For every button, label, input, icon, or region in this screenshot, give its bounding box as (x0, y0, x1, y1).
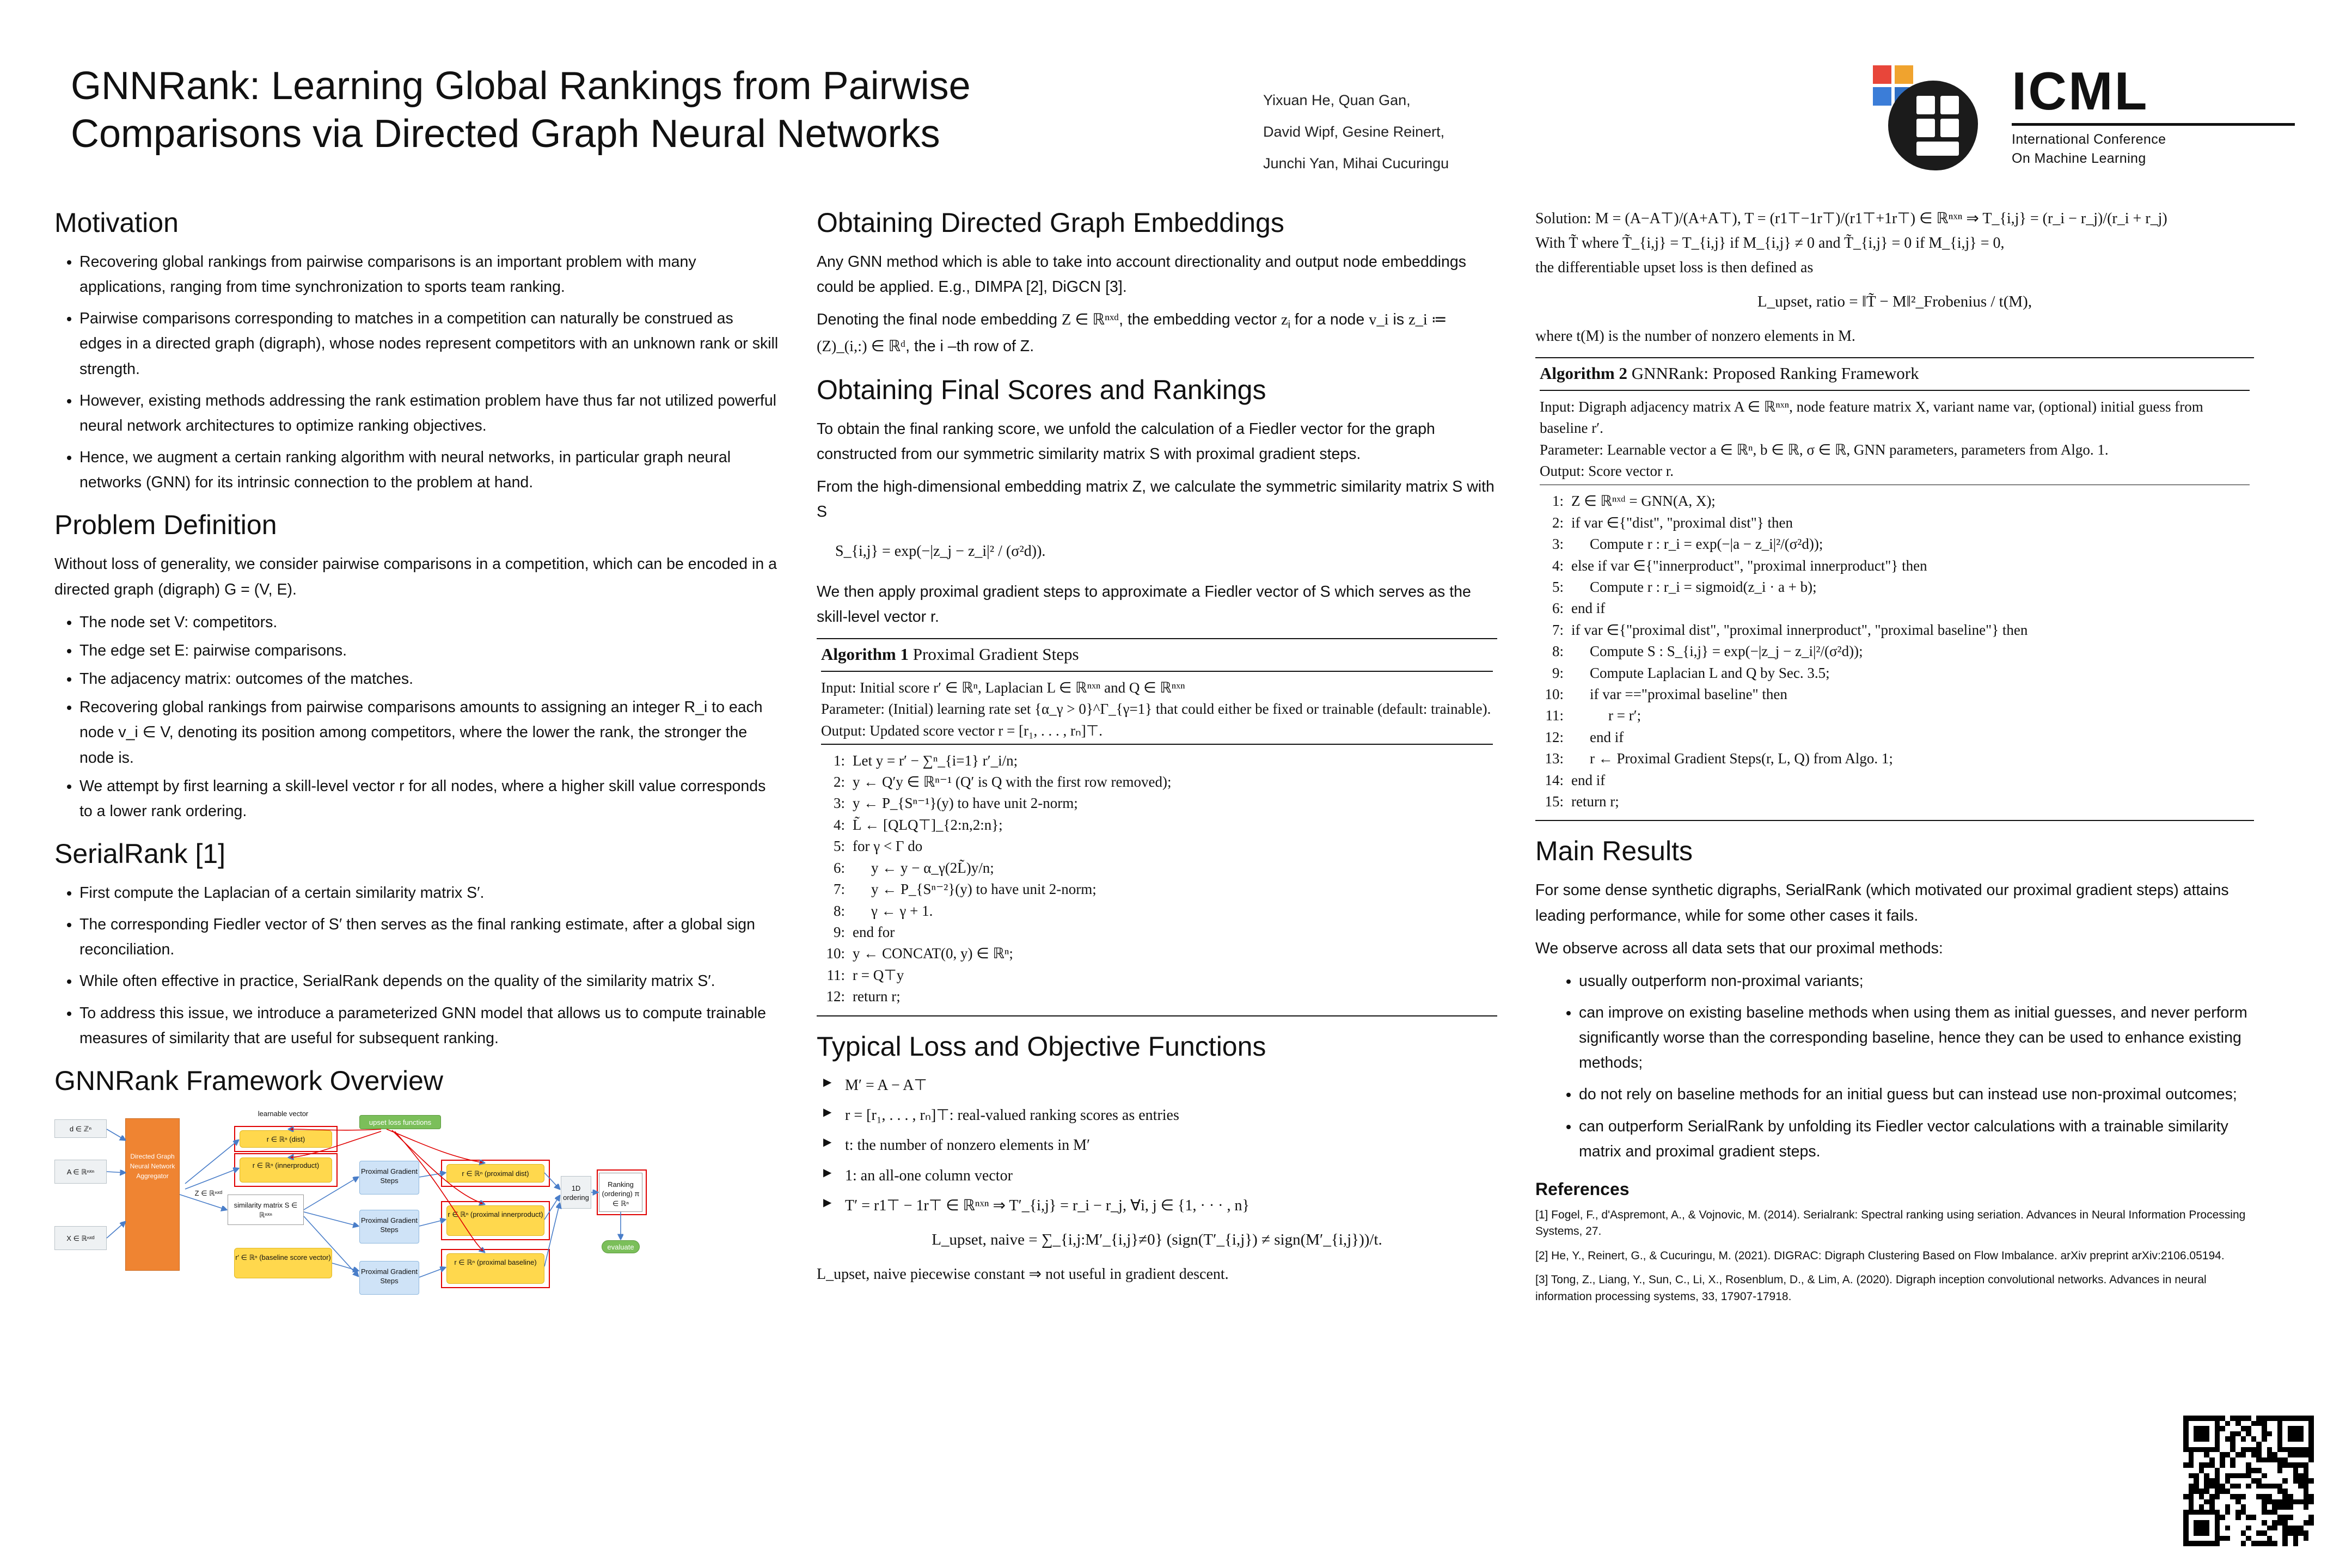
list-item: ▶ t: the number of nonzero elements in M′ (823, 1133, 1497, 1157)
algorithm-2-box (1535, 357, 2254, 821)
figure-proximal-steps-2: Proximal Gradient Steps (359, 1210, 419, 1244)
embeddings-p2-c: for a node (1290, 311, 1369, 329)
list-item: • First compute the Laplacian of a certain similarity matrix S′. (79, 880, 779, 905)
figure-r-proximal-baseline: r ∈ ℝⁿ (proximal baseline) (446, 1253, 544, 1284)
embeddings-p2-math3: v_i (1369, 311, 1389, 329)
section-heading-embeddings: Obtaining Directed Graph Embeddings (817, 207, 1284, 238)
list-item: • The corresponding Fiedler vector of S′ then serves as the final ranking estimate, after a global sign reconciliation. (79, 912, 779, 962)
algorithm-2-step (1540, 641, 2250, 662)
section-heading-problem-definition: Problem Definition (54, 510, 277, 541)
results-paragraph-2: We observe across all data sets that our proximal methods: (1535, 939, 1943, 957)
step-number: 11: (826, 966, 845, 983)
list-item: ▶ 1: an all-one column vector (823, 1163, 1497, 1188)
column-left (54, 207, 779, 1342)
algorithm-2-number: Algorithm 2 (1540, 364, 1628, 383)
solution-line-3: the differentiable upset loss is then defined as (1535, 259, 1814, 276)
algorithm-2-step (1540, 705, 2250, 726)
section-heading-final-scores: Obtaining Final Scores and Rankings (817, 374, 1266, 405)
step-text: r ← Proximal Gradient Steps(r, L, Q) from Algo. 1; (1590, 750, 1893, 767)
list-item: • While often effective in practice, SerialRank depends on the quality of the similarity matrix S′. (79, 969, 779, 994)
algorithm-1-divider-2 (821, 744, 1493, 745)
icml-logo-text (2012, 61, 2306, 168)
step-text: end if (1590, 728, 1624, 745)
algorithm-2-name: GNNRank: Proposed Ranking Framework (1631, 364, 1919, 383)
algorithm-2-divider (1540, 390, 2250, 391)
algorithm-1-step (821, 814, 1493, 836)
loss-note: L_upset, naive piecewise constant ⇒ not useful in gradient descent. (817, 1265, 1229, 1283)
step-text: y ← y − α_γ(2L̃)y/n; (871, 859, 994, 876)
list-item: • We attempt by first learning a skill-level vector r for all nodes, where a higher skill value corresponds to a lower rank ordering. (79, 774, 779, 824)
figure-proximal-steps-3: Proximal Gradient Steps (359, 1261, 419, 1295)
figure-baseline-score-vector: r′ ∈ ℝⁿ (baseline score vector) (234, 1248, 332, 1278)
step-number: 1: (1552, 493, 1564, 510)
algorithm-2-step (1540, 512, 2250, 534)
author-list (1263, 84, 1644, 179)
step-text: r = Q⊤y (853, 966, 904, 983)
step-number: 14: (1545, 771, 1564, 788)
algorithm-2-parameter: Parameter: Learnable vector a ∈ ℝⁿ, b ∈ ℝ, σ ∈ ℝ, GNN parameters, parameters from Algo. 1. (1540, 441, 2109, 458)
step-number: 4: (1552, 557, 1564, 574)
list-item: • The edge set E: pairwise comparisons. (79, 638, 779, 663)
embeddings-paragraph-2: Denoting the final node embedding Z ∈ ℝⁿˣᵈ, the embedding vector $z_i$ for a node v_i is z_i ≔ (Z)_(i,:) ∈ ℝᵈ, the i –th row of Z. (817, 311, 1447, 356)
algorithm-1-title (821, 645, 1493, 669)
embeddings-p2-e: , the i –th row of Z. (905, 338, 1034, 356)
step-text: if var ∈{"dist", "proximal dist"} then (1571, 514, 1793, 531)
algorithm-2-step (1540, 555, 2250, 577)
step-number: 11: (1545, 707, 1564, 724)
algorithm-1-name: Proximal Gradient Steps (912, 645, 1079, 664)
algorithm-1-parameter: Parameter: (Initial) learning rate set {α_γ > 0}^Γ_{γ=1} that could either be fixed or trainable (default: trainable). (821, 701, 1491, 718)
step-text: Let y = r′ − ∑ⁿ_{i=1} r′_i/n; (853, 752, 1018, 769)
solution-line-4: where t(M) is the number of nonzero elements in M. (1535, 327, 1855, 345)
step-number: 13: (1545, 750, 1564, 767)
icml-subtitle-1: International Conference (2012, 132, 2166, 147)
figure-connectors (54, 1107, 779, 1342)
step-text: y ← Q′y ∈ ℝⁿ⁻¹ (Q′ is Q with the first row removed); (853, 774, 1172, 791)
step-number: 10: (826, 945, 845, 962)
algorithm-2-step (1540, 577, 2250, 598)
algorithm-2-step (1540, 663, 2250, 684)
step-text: return r; (1571, 793, 1619, 810)
final-scores-p2-text: From the high-dimensional embedding matrix Z, we calculate the symmetric similarity matrix S with S (817, 477, 1494, 520)
algorithm-1-step (821, 943, 1493, 964)
icml-logo (1873, 60, 2308, 174)
list-item: • can outperform SerialRank by unfolding its Fiedler vector calculations with a trainable similarity matrix and proximal gradient steps. (1579, 1114, 2254, 1164)
final-scores-paragraph-1: To obtain the final ranking score, we unfold the calculation of a Fiedler vector for the graph constructed from our symmetric similarity matrix S with proximal gradient steps. (817, 420, 1435, 463)
step-text: y ← P_{Sⁿ⁻¹}(y) to have unit 2-norm; (853, 795, 1078, 812)
author-line-2: David Wipf, Gesine Reinert, (1263, 124, 1445, 140)
figure-learnable-vector-label: learnable vector (258, 1109, 309, 1118)
list-item: • Recovering global rankings from pairwise comparisons is an important problem with many applications, ranging from time synchronization to sports team ranking. (79, 249, 779, 299)
embeddings-p2-a: Denoting the final node embedding (817, 311, 1062, 329)
section-heading-serialrank: SerialRank [1] (54, 838, 226, 869)
figure-input-x: X ∈ ℝⁿˣᵈ (54, 1226, 107, 1250)
reference-item: [2] He, Y., Reinert, G., & Cucuringu, M. (2021). DIGRAC: Digraph Clustering Based on Flow Imbalance. arXiv preprint arXiv:2106.05194. (1535, 1249, 2225, 1262)
step-text: Z ∈ ℝⁿˣᵈ = GNN(A, X); (1571, 493, 1716, 510)
step-text: return r; (853, 988, 901, 1005)
final-scores-similarity-formula: S_{i,j} = exp(−|z_j − z_i|² / (σ²d)). (835, 543, 1046, 560)
step-text: else if var ∈{"innerproduct", "proximal innerproduct"} then (1571, 557, 1927, 574)
embeddings-p2-d: is (1388, 311, 1409, 329)
algorithm-1-step (821, 879, 1493, 900)
step-number: 9: (833, 923, 845, 940)
algorithm-2-step (1540, 620, 2250, 641)
solution-line-2: With T̃ where T̃_{i,j} = T_{i,j} if M_{i,j} ≠ 0 and T̃_{i,j} = 0 if M_{i,j} = 0, (1535, 234, 2005, 252)
section-heading-loss: Typical Loss and Objective Functions (817, 1031, 1266, 1062)
column-right (1535, 207, 2254, 1342)
icml-name: ICML (2012, 61, 2149, 121)
algorithm-1-step (821, 793, 1493, 814)
step-text: L̃ ← [QLQ⊤]_{2:n,2:n}; (853, 816, 1003, 833)
step-text: γ ← γ + 1. (871, 902, 933, 919)
figure-upset-loss: upset loss functions (359, 1115, 441, 1129)
final-scores-paragraph-3: We then apply proximal gradient steps to approximate a Fiedler vector of S which serves as the skill-level vector r. (817, 583, 1471, 626)
algorithm-1-step (821, 857, 1493, 879)
serialrank-bullets (54, 880, 779, 1051)
list-item: • Pairwise comparisons corresponding to matches in a competition can naturally be construed as edges in a directed graph (digraph), whose nodes represent competitors with an unknown rank or skill strength. (79, 306, 779, 381)
page-title: GNNRank: Learning Global Rankings from Pairwise Comparisons via Directed Graph Neural Networks (71, 64, 971, 156)
algorithm-1-divider (821, 671, 1493, 672)
poster-header (38, 33, 2314, 196)
step-text: if var =="proximal baseline" then (1590, 685, 1787, 702)
step-number: 8: (1552, 643, 1564, 660)
step-number: 12: (1545, 728, 1564, 745)
step-number: 9: (1552, 664, 1564, 681)
figure-r-innerproduct: r ∈ ℝⁿ (innerproduct) (240, 1157, 332, 1183)
framework-diagram (54, 1107, 779, 1342)
step-number: 3: (833, 795, 845, 812)
step-text: end if (1571, 771, 1606, 788)
reference-item: [1] Fogel, F., d'Aspremont, A., & Vojnovic, M. (2014). Serialrank: Spectral ranking using seriation. Advances in Neural Information Processing Systems, 27. (1535, 1208, 2246, 1238)
results-paragraph-1: For some dense synthetic digraphs, SerialRank (which motivated our proximal gradient steps) attains leading performance, while for some other cases it fails. (1535, 881, 2229, 924)
qr-code[interactable] (2183, 1416, 2314, 1546)
figure-ranking-output: Ranking (ordering) π ∈ ℝⁿ (599, 1173, 642, 1212)
figure-proximal-steps-1: Proximal Gradient Steps (359, 1161, 419, 1195)
step-text: for γ < Γ do (853, 838, 923, 855)
algorithm-1-step (821, 965, 1493, 986)
references-heading: References (1535, 1179, 1630, 1199)
step-number: 6: (833, 859, 845, 876)
step-text: end if (1571, 600, 1606, 617)
algorithm-1-step (821, 836, 1493, 857)
step-number: 7: (833, 881, 845, 898)
figure-input-a: A ∈ ℝⁿˣⁿ (54, 1160, 107, 1184)
poster-columns (38, 207, 2314, 1342)
step-text: Compute r : r_i = exp(−|a − z_i|²/(σ²d)); (1590, 536, 1823, 553)
icml-blob-icon (1888, 81, 1978, 170)
algorithm-2-input: Input: Digraph adjacency matrix A ∈ ℝⁿˣⁿ, node feature matrix X, variant name var, (optional) initial guess from baseline r′. (1540, 399, 2203, 437)
algorithm-1-step (821, 922, 1493, 943)
embeddings-p2-math2: z (1281, 311, 1288, 329)
author-line-3: Junchi Yan, Mihai Cucuringu (1263, 155, 1449, 172)
section-heading-framework: GNNRank Framework Overview (54, 1065, 444, 1096)
figure-r-dist: r ∈ ℝⁿ (dist) (240, 1130, 332, 1148)
step-text: Compute Laplacian L and Q by Sec. 3.5; (1590, 664, 1830, 681)
icml-logo-mark (1873, 65, 1998, 169)
step-text: Compute r : r_i = sigmoid(z_i · a + b); (1590, 578, 1817, 595)
list-item: • usually outperform non-proximal variants; (1579, 969, 2254, 994)
results-bullets (1535, 969, 2254, 1164)
algorithm-1-input: Input: Initial score r′ ∈ ℝⁿ, Laplacian L ∈ ℝⁿˣⁿ and Q ∈ ℝⁿˣⁿ (821, 679, 1185, 696)
list-item: • do not rely on baseline methods for an initial guess but can instead use non-proximal outcomes; (1579, 1082, 2254, 1107)
step-text: y ← P_{Sⁿ⁻²}(y) to have unit 2-norm; (871, 881, 1097, 898)
step-number: 5: (833, 838, 845, 855)
solution-line-1: Solution: M = (A−A⊤)/(A+A⊤), T = (r1⊤−1r⊤)/(r1⊤+1r⊤) ∈ ℝⁿˣⁿ ⇒ T_{i,j} = (r_i − r_j)/(r_i + r_j) (1535, 210, 2167, 227)
list-item: • To address this issue, we introduce a parameterized GNN model that allows us to compute trainable measures of similarity that are useful for subsequent ranking. (79, 1001, 779, 1051)
icml-subtitle-2: On Machine Learning (2012, 151, 2146, 166)
step-number: 4: (833, 816, 845, 833)
final-scores-paragraph-2 (817, 474, 1497, 524)
embeddings-p2-b: , the embedding vector (1119, 311, 1282, 329)
figure-input-d: d ∈ ℤⁿ (54, 1119, 107, 1138)
step-number: 3: (1552, 536, 1564, 553)
problem-intro: Without loss of generality, we consider pairwise comparisons in a competition, which can be encoded in a directed graph (digraph) G = (V, E). (54, 555, 777, 598)
step-text: y ← CONCAT(0, y) ∈ ℝⁿ; (853, 945, 1013, 962)
step-number: 6: (1552, 600, 1564, 617)
figure-evaluate: evaluate (602, 1240, 640, 1253)
list-item: ▶ M′ = A − A⊤ (823, 1073, 1497, 1098)
algorithm-2-step (1540, 491, 2250, 512)
qr-code-grid (2183, 1416, 2314, 1546)
list-item: • The node set V: competitors. (79, 610, 779, 635)
loss-formula: L_upset, naive = ∑_{i,j:M′_{i,j}≠0} (sign(T′_{i,j}) ≠ sign(M′_{i,j}))/t. (932, 1231, 1382, 1249)
step-number: 2: (1552, 514, 1564, 531)
algorithm-2-step (1540, 791, 2250, 812)
step-number: 1: (833, 752, 845, 769)
algorithm-1-box (817, 638, 1497, 1016)
step-number: 12: (826, 988, 845, 1005)
algorithm-1-output: Output: Updated score vector r = [r₁, . . . , rₙ]⊤. (821, 722, 1103, 739)
author-line-1: Yixuan He, Quan Gan, (1263, 92, 1411, 108)
motivation-bullets (54, 249, 779, 495)
algorithm-1-step (821, 901, 1493, 922)
algorithm-2-step (1540, 684, 2250, 705)
step-number: 15: (1545, 793, 1564, 810)
algorithm-2-step (1540, 770, 2250, 791)
list-item: • However, existing methods addressing the rank estimation problem have thus far not utilized powerful neural network architectures to optimize ranking objectives. (79, 388, 779, 438)
reference-item: [3] Tong, Z., Liang, Y., Sun, C., Li, X., Rosenblum, D., & Lim, A. (2020). Digraph inception convolutional networks. Advances in neural information processing systems, 33, 17907-17918. (1535, 1273, 2207, 1303)
section-heading-motivation: Motivation (54, 207, 179, 238)
algorithm-2-step (1540, 598, 2250, 619)
step-number: 7: (1552, 621, 1564, 638)
figure-1d-ordering: 1D ordering (561, 1176, 591, 1209)
figure-r-proximal-dist: r ∈ ℝⁿ (proximal dist) (446, 1164, 544, 1183)
embeddings-paragraph-1: Any GNN method which is able to take into account directionality and output node embeddings could be applied. E.g., DIMPA [2], DiGCN [3]. (817, 253, 1466, 296)
figure-embedding-z: Z ∈ ℝⁿˣᵈ (194, 1189, 223, 1197)
upset-loss-formula: L_upset, ratio = ‖T̃ − M‖²_Frobenius / t(M), (1757, 293, 2032, 311)
list-item: • Hence, we augment a certain ranking algorithm with neural networks, in particular graph neural networks (GNN) for its intrinsic connection to the problem at hand. (79, 445, 779, 495)
problem-bullets (54, 610, 779, 824)
algorithm-2-step (1540, 727, 2250, 748)
algorithm-2-step (1540, 748, 2250, 769)
algorithm-1-step (821, 750, 1493, 771)
step-number: 2: (833, 774, 845, 791)
embeddings-p2-math4: z_i ≔ (Z)_(i,:) ∈ ℝᵈ (817, 311, 1447, 356)
algorithm-2-step (1540, 534, 2250, 555)
section-heading-main-results: Main Results (1535, 836, 1693, 867)
algorithm-2-output: Output: Score vector r. (1540, 463, 1674, 480)
figure-r-proximal-innerproduct: r ∈ ℝⁿ (proximal innerproduct) (446, 1205, 544, 1236)
step-number: 8: (833, 902, 845, 919)
step-text: if var ∈{"proximal dist", "proximal innerproduct", "proximal baseline"} then (1571, 621, 2028, 638)
loss-definitions (817, 1073, 1497, 1218)
step-text: r = r′; (1608, 707, 1641, 724)
embeddings-p2-math1: Z ∈ ℝⁿˣᵈ (1062, 311, 1119, 329)
list-item: • can improve on existing baseline methods when using them as initial guesses, and never perform significantly worse than the corresponding baseline, hence they can be used to enhance existing methods; (1579, 1000, 2254, 1075)
step-text: end for (853, 923, 895, 940)
algorithm-1-number: Algorithm 1 (821, 645, 909, 664)
column-middle (817, 207, 1497, 1342)
algorithm-2-title (1540, 364, 2250, 388)
step-number: 10: (1545, 685, 1564, 702)
algorithm-2-divider-2 (1540, 485, 2250, 486)
figure-gnn-aggregator: Directed Graph Neural Network Aggregator (125, 1118, 180, 1271)
list-item: ▶ T′ = r1⊤ − 1r⊤ ∈ ℝⁿˣⁿ ⇒ T′_{i,j} = r_i − r_j, ∀i, j ∈ {1, · · · , n} (823, 1193, 1497, 1218)
step-number: 5: (1552, 578, 1564, 595)
icml-divider (2012, 123, 2295, 126)
step-text: Compute S : S_{i,j} = exp(−|z_j − z_i|²/(σ²d)); (1590, 643, 1863, 660)
list-item: • The adjacency matrix: outcomes of the matches. (79, 666, 779, 691)
algorithm-1-step (821, 771, 1493, 793)
figure-similarity-matrix: similarity matrix S ∈ ℝⁿˣⁿ (228, 1195, 304, 1225)
list-item: • Recovering global rankings from pairwise comparisons amounts to assigning an integer R_i to each node v_i ∈ V, denoting its position among competitors, where the lower the rank, the stronger the node is. (79, 695, 779, 770)
list-item: ▶ r = [r₁, . . . , rₙ]⊤: real-valued ranking scores as entries (823, 1103, 1497, 1128)
algorithm-1-step (821, 986, 1493, 1007)
